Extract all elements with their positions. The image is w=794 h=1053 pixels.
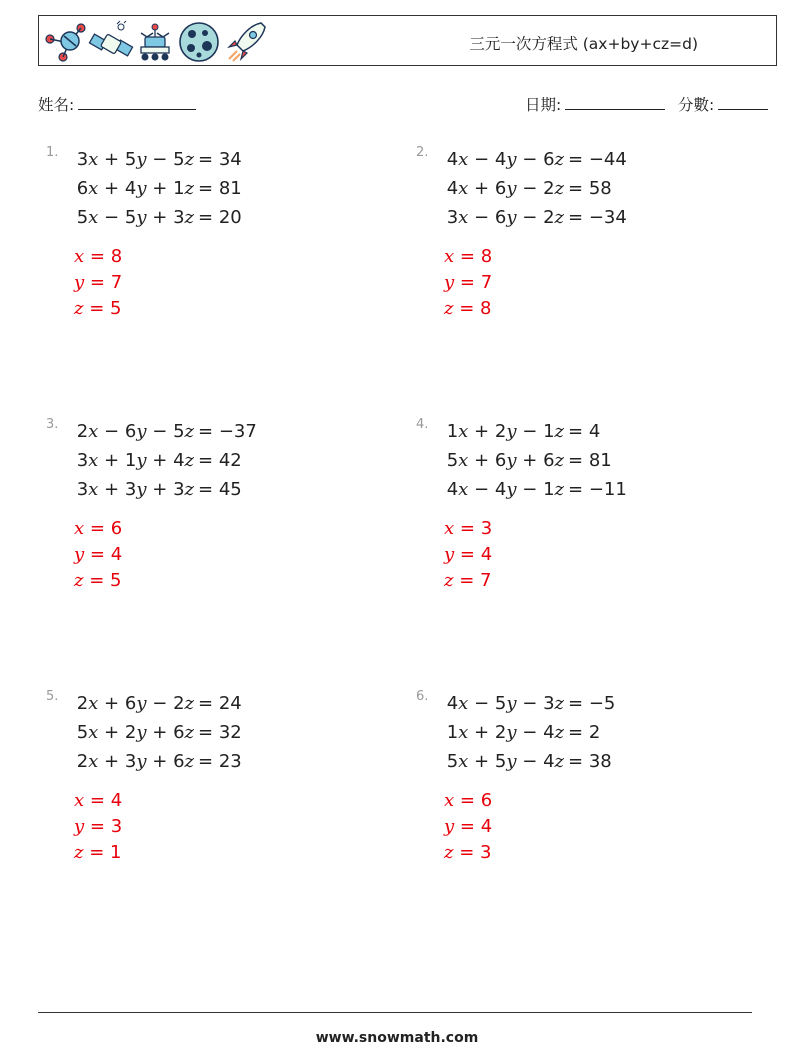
coef-b: 6 <box>124 693 137 714</box>
answer-value: 8 <box>480 298 492 319</box>
var-y: y <box>136 421 147 442</box>
worksheet-title: 三元一次方程式 (ax+by+cz=d) <box>469 35 698 53</box>
coef-b: 1 <box>124 450 137 471</box>
op2: − <box>522 479 538 500</box>
op2: − <box>522 421 538 442</box>
var-x: x <box>458 149 469 170</box>
var-x: x <box>458 751 469 772</box>
score-label: 分數: <box>678 96 715 114</box>
var-y: y <box>506 751 517 772</box>
problem-4 <box>416 417 716 617</box>
op1: − <box>474 149 490 170</box>
equation-row <box>416 203 564 232</box>
rhs-value: −37 <box>218 421 257 442</box>
op1: − <box>474 479 490 500</box>
problem-5 <box>46 689 346 889</box>
var-y: y <box>136 207 147 228</box>
var-x: x <box>88 722 99 743</box>
equation-rhs: = 58 <box>568 178 612 199</box>
coef-c: 4 <box>543 751 555 772</box>
equation-rhs: = 45 <box>198 479 242 500</box>
coef-b: 5 <box>124 207 137 228</box>
coef-a: 2 <box>76 693 89 714</box>
answer-y: y = 4 <box>444 816 493 837</box>
answer-value: 3 <box>480 842 492 863</box>
op1: + <box>474 421 490 442</box>
coef-b: 4 <box>494 479 507 500</box>
answer-value: 7 <box>480 570 492 591</box>
name-label: 姓名: <box>38 96 75 114</box>
coef-b: 6 <box>124 421 137 442</box>
equation-row <box>416 145 564 174</box>
op2: + <box>152 722 168 743</box>
coef-c: 4 <box>543 722 555 743</box>
var-z: z <box>554 149 564 170</box>
answer-value: 1 <box>110 842 122 863</box>
var-x: x <box>88 207 99 228</box>
answer-x: x = 4 <box>74 790 123 811</box>
problem-number: 2. <box>416 145 429 160</box>
coef-b: 3 <box>124 479 137 500</box>
coef-a: 4 <box>446 178 459 199</box>
var-y: y <box>506 149 517 170</box>
equation-rhs: = −11 <box>568 479 627 500</box>
coef-c: 2 <box>173 693 185 714</box>
answer-value: 6 <box>480 790 493 811</box>
op2: − <box>522 693 538 714</box>
var-z: z <box>554 421 564 442</box>
answer-value: 5 <box>110 298 122 319</box>
var-x: x <box>458 693 469 714</box>
var-z: z <box>184 207 194 228</box>
date-label: 日期: <box>525 96 562 114</box>
equation-row <box>46 446 194 475</box>
answer-value: 3 <box>480 518 493 539</box>
answer-y: y = 7 <box>444 272 493 293</box>
coef-b: 4 <box>124 178 137 199</box>
coef-c: 2 <box>543 207 555 228</box>
header-icons <box>41 19 271 63</box>
var-y: y <box>136 479 147 500</box>
op2: + <box>152 178 168 199</box>
answer-value: 4 <box>480 544 493 565</box>
op2: − <box>152 149 168 170</box>
rhs-value: 24 <box>218 693 242 714</box>
answer-y: y = 4 <box>74 544 123 565</box>
rhs-value: 42 <box>218 450 242 471</box>
op1: − <box>104 421 120 442</box>
op2: + <box>152 450 168 471</box>
answer-value: 4 <box>110 544 123 565</box>
answer-value: 7 <box>480 272 493 293</box>
equation-row <box>46 145 194 174</box>
coef-a: 2 <box>76 751 89 772</box>
equation-row <box>46 689 194 718</box>
var-y: y <box>506 693 517 714</box>
var-z: z <box>554 693 564 714</box>
coef-c: 6 <box>543 149 555 170</box>
coef-c: 6 <box>173 751 185 772</box>
footer-divider <box>38 1012 752 1013</box>
coef-c: 5 <box>173 149 185 170</box>
problem-1 <box>46 145 346 345</box>
op1: + <box>104 751 120 772</box>
op1: + <box>104 722 120 743</box>
var-z: z <box>184 149 194 170</box>
op1: + <box>474 722 490 743</box>
answer-z: z = 8 <box>444 298 492 319</box>
rocket-icon <box>229 23 265 61</box>
var-y: y <box>136 149 147 170</box>
problem-2 <box>416 145 716 345</box>
answer-value: 4 <box>110 790 123 811</box>
var-x: x <box>88 479 99 500</box>
var-x: x <box>458 421 469 442</box>
var-x: x <box>88 149 99 170</box>
rhs-value: −34 <box>588 207 627 228</box>
answer-z: z = 5 <box>74 570 122 591</box>
var-z: z <box>554 450 564 471</box>
coef-b: 6 <box>494 178 507 199</box>
var-x: x <box>88 693 99 714</box>
op2: + <box>152 207 168 228</box>
op2: − <box>522 751 538 772</box>
var-x: x <box>88 450 99 471</box>
coef-a: 3 <box>76 479 89 500</box>
var-y: y <box>506 450 517 471</box>
coef-c: 1 <box>543 479 555 500</box>
op1: + <box>474 178 490 199</box>
op1: + <box>474 751 490 772</box>
rhs-value: −11 <box>588 479 627 500</box>
op1: + <box>104 693 120 714</box>
equation-row <box>46 203 194 232</box>
var-y: y <box>506 479 517 500</box>
var-x: x <box>458 450 469 471</box>
equation-rhs: = 81 <box>568 450 612 471</box>
coef-c: 3 <box>543 693 555 714</box>
var-x: x <box>458 178 469 199</box>
rhs-value: 2 <box>588 722 601 743</box>
coef-a: 5 <box>76 207 89 228</box>
coef-c: 3 <box>173 479 185 500</box>
var-z: z <box>554 178 564 199</box>
var-z: z <box>554 722 564 743</box>
var-z: z <box>184 722 194 743</box>
coef-c: 1 <box>543 421 555 442</box>
op2: − <box>522 722 538 743</box>
var-y: y <box>506 207 517 228</box>
answer-x: x = 3 <box>444 518 493 539</box>
coef-b: 2 <box>124 722 137 743</box>
footer-url: www.snowmath.com <box>315 1030 479 1046</box>
problem-number: 5. <box>46 689 59 704</box>
answer-value: 4 <box>480 816 493 837</box>
answer-x: x = 8 <box>444 246 493 267</box>
coef-b: 6 <box>494 450 507 471</box>
equation-rhs: = −44 <box>568 149 627 170</box>
op1: + <box>474 450 490 471</box>
coef-b: 5 <box>124 149 137 170</box>
score-blank[interactable] <box>718 95 768 110</box>
rhs-value: 81 <box>588 450 612 471</box>
answer-z: z = 1 <box>74 842 122 863</box>
answer-y: y = 4 <box>444 544 493 565</box>
answer-x: x = 8 <box>74 246 123 267</box>
rhs-value: 20 <box>218 207 242 228</box>
var-x: x <box>458 722 469 743</box>
name-field <box>38 93 196 115</box>
var-y: y <box>136 450 147 471</box>
space-station-icon <box>89 21 132 56</box>
date-field <box>525 93 665 115</box>
equation-row <box>46 718 194 747</box>
coef-a: 6 <box>76 178 89 199</box>
var-z: z <box>184 450 194 471</box>
answer-x: x = 6 <box>74 518 123 539</box>
equation-row <box>46 417 194 446</box>
answer-value: 8 <box>110 246 123 267</box>
var-z: z <box>554 751 564 772</box>
var-y: y <box>136 693 147 714</box>
date-blank[interactable] <box>565 95 665 110</box>
coef-b: 5 <box>494 751 507 772</box>
rhs-value: 38 <box>588 751 612 772</box>
equation-rhs: = −34 <box>568 207 627 228</box>
answer-value: 7 <box>110 272 123 293</box>
var-y: y <box>506 722 517 743</box>
coef-a: 5 <box>446 751 459 772</box>
var-z: z <box>184 693 194 714</box>
op2: + <box>522 450 538 471</box>
equation-row <box>46 747 194 776</box>
var-y: y <box>506 421 517 442</box>
var-z: z <box>184 751 194 772</box>
coef-a: 1 <box>446 722 459 743</box>
op1: − <box>474 693 490 714</box>
op1: + <box>104 450 120 471</box>
problem-number: 1. <box>46 145 59 160</box>
problem-6 <box>416 689 716 889</box>
coef-c: 3 <box>173 207 185 228</box>
coef-a: 5 <box>446 450 459 471</box>
coef-a: 3 <box>76 149 89 170</box>
answer-value: 3 <box>110 816 123 837</box>
op1: + <box>104 479 120 500</box>
problem-number: 6. <box>416 689 429 704</box>
equation-rhs: = 42 <box>198 450 242 471</box>
op2: − <box>522 149 538 170</box>
rhs-value: −44 <box>588 149 627 170</box>
var-z: z <box>184 479 194 500</box>
answer-z: z = 5 <box>74 298 122 319</box>
equation-rhs: = 2 <box>568 722 601 743</box>
answer-y: y = 3 <box>74 816 123 837</box>
equation-rhs: = 32 <box>198 722 242 743</box>
var-z: z <box>184 178 194 199</box>
coef-a: 1 <box>446 421 459 442</box>
equation-row <box>416 174 564 203</box>
equation-rhs: = 23 <box>198 751 242 772</box>
equation-rhs: = 20 <box>198 207 242 228</box>
answer-y: y = 7 <box>74 272 123 293</box>
var-z: z <box>184 421 194 442</box>
coef-b: 5 <box>494 693 507 714</box>
var-y: y <box>136 178 147 199</box>
equation-rhs: = 34 <box>198 149 242 170</box>
rhs-value: −5 <box>588 693 616 714</box>
op1: + <box>104 178 120 199</box>
coef-c: 5 <box>173 421 185 442</box>
coef-a: 5 <box>76 722 89 743</box>
op2: + <box>152 751 168 772</box>
equation-rhs: = −5 <box>568 693 616 714</box>
answer-value: 8 <box>480 246 493 267</box>
equation-rhs: = 24 <box>198 693 242 714</box>
equation-rhs: = 38 <box>568 751 612 772</box>
name-blank[interactable] <box>78 95 196 110</box>
rhs-value: 32 <box>218 722 242 743</box>
problem-number: 4. <box>416 417 429 432</box>
rhs-value: 4 <box>588 421 601 442</box>
rhs-value: 45 <box>218 479 242 500</box>
var-y: y <box>136 722 147 743</box>
coef-c: 1 <box>173 178 185 199</box>
var-x: x <box>458 479 469 500</box>
coef-c: 2 <box>543 178 555 199</box>
score-field <box>678 93 768 115</box>
coef-c: 6 <box>173 722 185 743</box>
equation-row <box>416 417 564 446</box>
op1: + <box>104 149 120 170</box>
answer-z: z = 7 <box>444 570 492 591</box>
rhs-value: 58 <box>588 178 612 199</box>
op2: − <box>152 693 168 714</box>
coef-b: 2 <box>494 421 507 442</box>
satellite-dish-icon <box>46 24 85 61</box>
op1: − <box>104 207 120 228</box>
answer-z: z = 3 <box>444 842 492 863</box>
coef-b: 6 <box>494 207 507 228</box>
coef-a: 4 <box>446 149 459 170</box>
coef-a: 3 <box>446 207 459 228</box>
op2: − <box>152 421 168 442</box>
rhs-value: 23 <box>218 751 242 772</box>
equation-rhs: = 81 <box>198 178 242 199</box>
coef-a: 3 <box>76 450 89 471</box>
coef-a: 4 <box>446 693 459 714</box>
coef-b: 3 <box>124 751 137 772</box>
op2: − <box>522 207 538 228</box>
var-x: x <box>88 751 99 772</box>
coef-c: 4 <box>173 450 185 471</box>
equation-rhs: = 4 <box>568 421 601 442</box>
answer-value: 5 <box>110 570 122 591</box>
rhs-value: 81 <box>218 178 242 199</box>
rhs-value: 34 <box>218 149 242 170</box>
coef-b: 4 <box>494 149 507 170</box>
op2: + <box>152 479 168 500</box>
var-y: y <box>506 178 517 199</box>
answer-x: x = 6 <box>444 790 493 811</box>
op2: − <box>522 178 538 199</box>
equation-row <box>416 446 564 475</box>
equation-rhs: = −37 <box>198 421 257 442</box>
var-x: x <box>88 421 99 442</box>
answer-value: 6 <box>110 518 123 539</box>
equation-row <box>46 475 194 504</box>
var-z: z <box>554 479 564 500</box>
var-z: z <box>554 207 564 228</box>
header-box <box>38 15 777 66</box>
equation-row <box>416 475 564 504</box>
coef-a: 2 <box>76 421 89 442</box>
var-y: y <box>136 751 147 772</box>
coef-c: 6 <box>543 450 555 471</box>
equation-row <box>416 747 564 776</box>
op1: − <box>474 207 490 228</box>
equation-row <box>416 718 564 747</box>
problem-number: 3. <box>46 417 59 432</box>
var-x: x <box>88 178 99 199</box>
var-x: x <box>458 207 469 228</box>
problem-3 <box>46 417 346 617</box>
moon-icon <box>180 23 218 61</box>
coef-a: 4 <box>446 479 459 500</box>
rover-icon <box>141 24 169 61</box>
coef-b: 2 <box>494 722 507 743</box>
equation-row <box>46 174 194 203</box>
equation-row <box>416 689 564 718</box>
